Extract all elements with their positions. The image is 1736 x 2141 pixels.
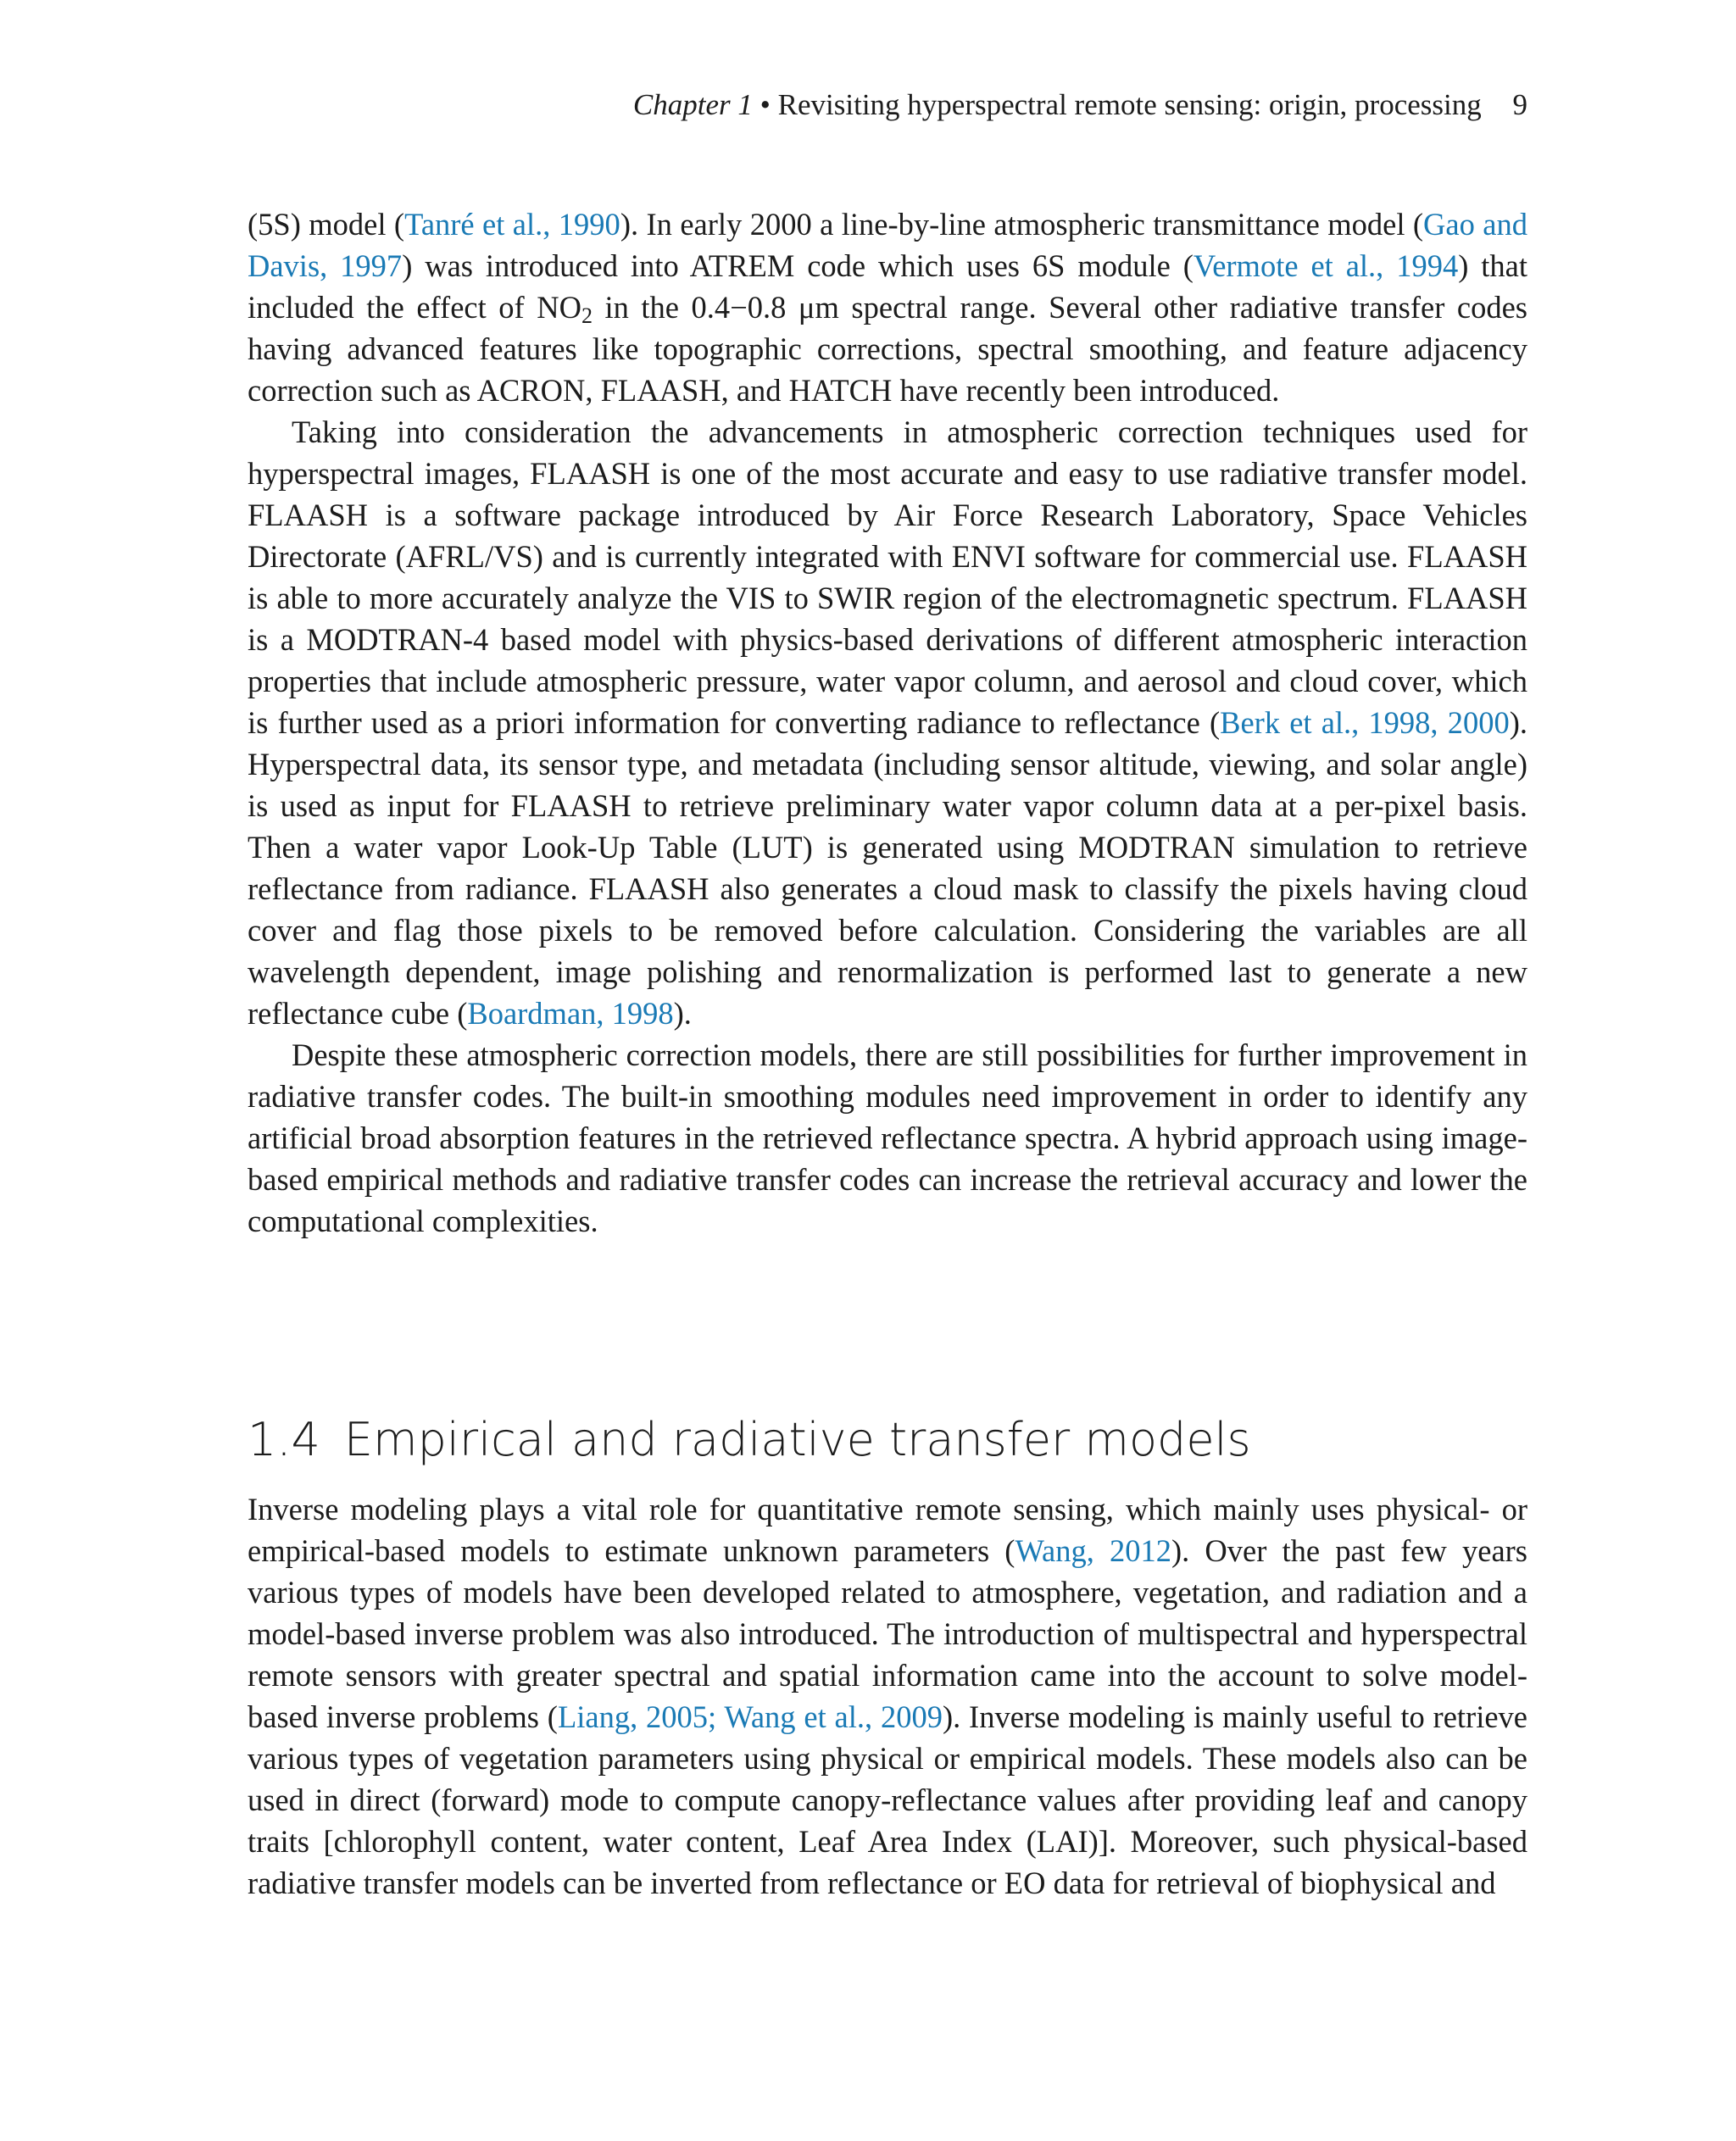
citation-gao-davis-1997[interactable]: Gao and Davis, 1997 [248, 207, 1527, 283]
section-number: 1.4 [248, 1413, 320, 1466]
paragraph-4 [248, 1488, 1527, 1904]
paragraph-4-text-3: ). Inverse modeling is mainly useful to retrieve various types of vegetation parameters using physical or empirical models. These models also can be used in direct (forward) mode to compute canopy-reflectance values after providing leaf and canopy traits [chlorophyll content, water content, Leaf Area Index (LAI)]. Moreover, such physical-based radiative transfer models can be inverted from reflectance or EO data for retrieval of biophysical and [248, 1699, 1527, 1900]
header-title: Revisiting hyperspectral remote sensing: origin, processing [777, 88, 1482, 121]
paragraph-2-text-3: ). [673, 996, 692, 1031]
citation-berk-1998-2000[interactable]: Berk et al., 1998, 2000 [1220, 705, 1510, 740]
paragraph-3 [248, 1034, 1527, 1242]
paragraph-1-text-4: ) that included the effect of NO [248, 248, 1527, 325]
paragraph-3-text-1: Despite these atmospheric correction models, there are still possibilities for further improvement in radiative transfer codes. The built-in smoothing modules need improvement in order to identify any artificial broad absorption features in the retrieved reflectance spectra. A hybrid approach using image-based empirical methods and radiative transfer codes can increase the retrieval accuracy and lower the computational complexities. [248, 1037, 1527, 1238]
section-title: Empirical and radiative transfer models [343, 1413, 1251, 1466]
paragraph-2 [248, 411, 1527, 1034]
paragraph-1-text-5: in the 0.4−0.8 μm spectral range. Several other radiative transfer codes having advanced features like topographic corrections, spectral smoothing, and feature adjacency correction such as ACRON, FLAASH, and HATCH have recently been introduced. [248, 290, 1528, 408]
citation-liang-2005-wang-2009[interactable]: Liang, 2005; Wang et al., 2009 [557, 1699, 943, 1734]
citation-wang-2012[interactable]: Wang, 2012 [1015, 1533, 1171, 1568]
header-chapter-label: Chapter 1 [632, 88, 753, 121]
paragraph-4-text-2: ). Over the past few years various types of models have been developed related to atmosphere, vegetation, and radiation and a model-based inverse problem was also introduced. The introduction of multispectral and hyperspectral remote sensors with greater spectral and spatial information came into the account to solve model-based inverse problems ( [248, 1533, 1528, 1734]
header-bullet: • [760, 88, 771, 121]
paragraph-2-text-1: Taking into consideration the advancements in atmospheric correction techniques used for hyperspectral images, FLAASH is one of the most accurate and easy to use radiative transfer model. FLAASH is a software package introduced by Air Force Research Laboratory, Space Vehicles Directorate (AFRL/VS) and is currently integrated with ENVI software for commercial use. FLAASH is able to more accurately analyze the VIS to SWIR region of the electromagnetic spectrum. FLAASH is a MODTRAN-4 based model with physics-based derivations of different atmospheric interaction properties that include atmospheric pressure, water vapor column, and aerosol and cloud cover, which is further used as a priori information for converting radiance to reflectance ( [248, 414, 1527, 740]
running-header [248, 83, 1527, 127]
no2-subscript: 2 [581, 303, 593, 328]
paragraph-1 [248, 203, 1527, 411]
paragraph-2-text-2: ). Hyperspectral data, its sensor type, and metadata (including sensor altitude, viewing, and solar angle) is used as input for FLAASH to retrieve preliminary water vapor column data at a per-pixel basis. Then a water vapor Look-Up Table (LUT) is generated using MODTRAN simulation to retrieve reflectance from radiance. FLAASH also generates a cloud mask to classify the pixels having cloud cover and flag those pixels to be removed before calculation. Considering the variables are all wavelength dependent, image polishing and renormalization is performed last to generate a new reflectance cube ( [248, 705, 1527, 1031]
citation-tanre-1990[interactable]: Tanré et al., 1990 [404, 207, 620, 242]
section-heading [248, 1410, 1527, 1470]
paragraph-4-text-1: Inverse modeling plays a vital role for quantitative remote sensing, which mainly uses physical- or empirical-based models to estimate unknown parameters ( [248, 1492, 1527, 1568]
body-text-bottom [248, 1488, 1527, 1904]
paragraph-1-text-1: (5S) model ( [248, 207, 405, 242]
page-number: 9 [1512, 88, 1527, 121]
paragraph-1-text-2: ). In early 2000 a line-by-line atmospheric transmittance model ( [620, 207, 1424, 242]
body-text-top [248, 203, 1527, 1242]
paragraph-1-text-3: ) was introduced into ATREM code which uses 6S module ( [402, 248, 1194, 283]
citation-vermote-1994[interactable]: Vermote et al., 1994 [1193, 248, 1459, 283]
citation-boardman-1998[interactable]: Boardman, 1998 [467, 996, 674, 1031]
